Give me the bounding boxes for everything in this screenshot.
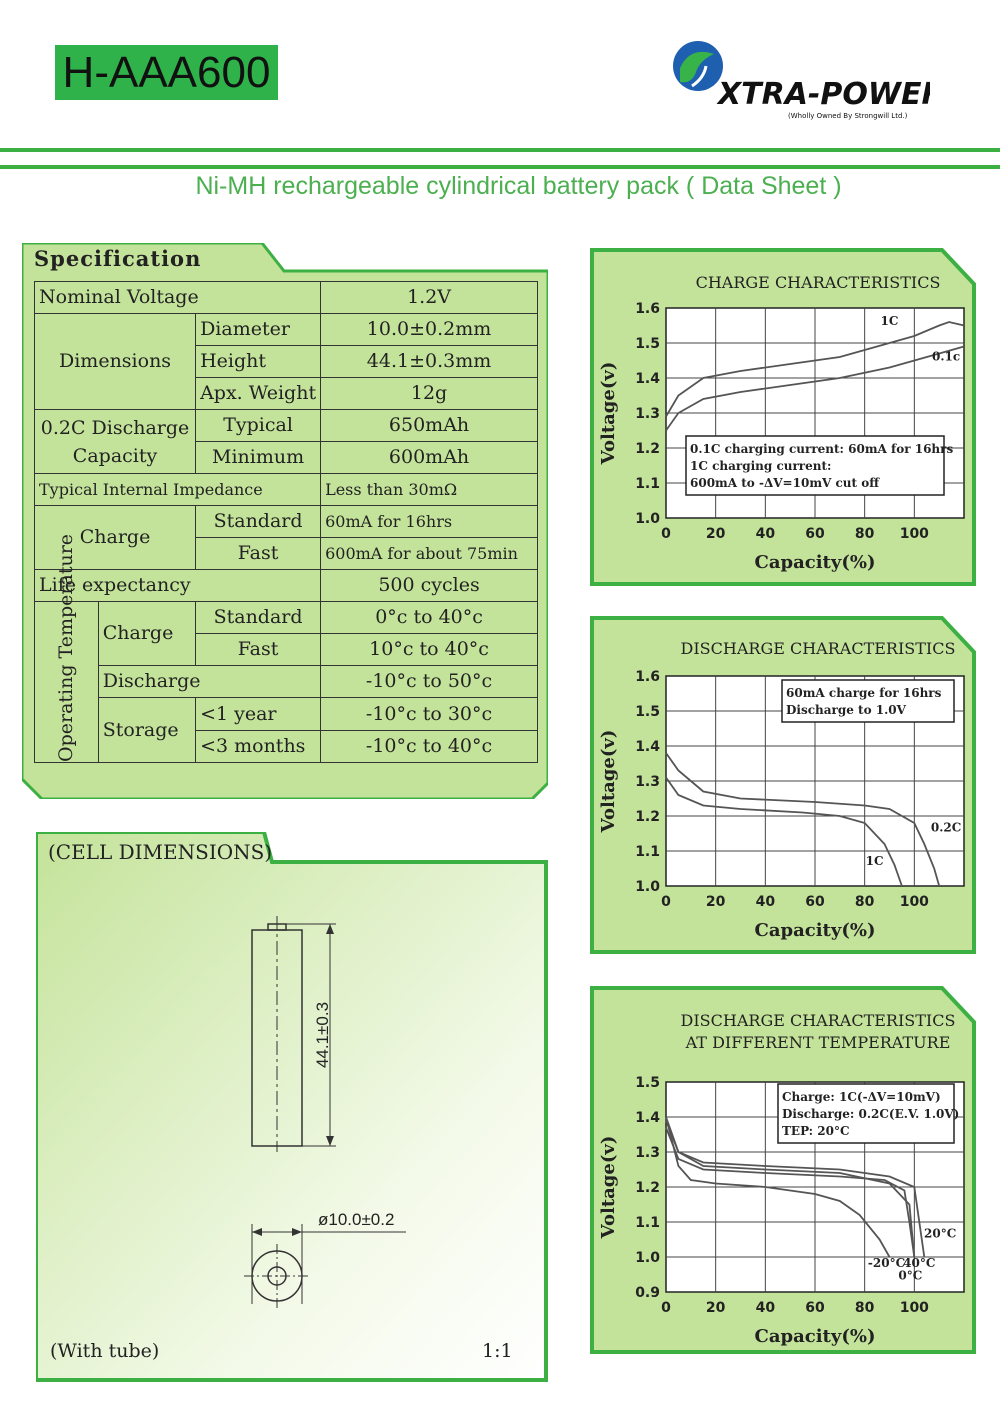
spec-label: Life expectancy (35, 570, 321, 602)
note-text: Discharge to 1.0V (786, 703, 906, 717)
x-axis-label: Capacity(%) (754, 1326, 876, 1347)
x-tick-label: 100 (899, 894, 929, 910)
x-tick-label: 0 (661, 894, 671, 910)
xtra-power-logo-icon (670, 38, 930, 128)
x-tick-label: 100 (899, 526, 929, 542)
y-tick-label: 1.4 (635, 1110, 660, 1126)
spec-table (34, 281, 538, 763)
y-tick-label: 1.2 (635, 1180, 660, 1196)
spec-label: Charge (98, 602, 195, 666)
series-label: 20°C (924, 1226, 957, 1241)
chart-title: DISCHARGE CHARACTERISTICS (680, 1011, 956, 1030)
y-axis-label: Voltage(v) (598, 361, 619, 465)
x-tick-label: 0 (661, 1300, 671, 1316)
chart-subtitle: AT DIFFERENT TEMPERATURE (685, 1033, 951, 1052)
spec-value: 1.2V (321, 282, 538, 314)
y-tick-label: 1.6 (635, 301, 660, 317)
x-tick-label: 40 (755, 894, 776, 910)
spec-label: Standard (196, 506, 321, 538)
spec-label: Charge (35, 506, 196, 570)
temperature-discharge-chart (590, 986, 978, 1356)
y-tick-label: 1.5 (635, 704, 660, 720)
charge-chart (590, 248, 978, 588)
spec-label: Fast (196, 538, 321, 570)
divider-line (0, 165, 1000, 169)
spec-value: 60mA for 16hrs (321, 506, 538, 538)
cell-panel (36, 832, 548, 1382)
spec-value: -10°c to 40°c (321, 731, 538, 763)
chart-title: DISCHARGE CHARACTERISTICS (680, 639, 956, 658)
series-label: 40°C (903, 1255, 936, 1270)
note-text: TEP: 20°C (782, 1124, 850, 1138)
y-tick-label: 0.9 (635, 1285, 660, 1301)
spec-label: Apx. Weight (196, 378, 321, 410)
spec-value: 650mAh (321, 410, 538, 442)
note-text: 1C charging current: (690, 459, 832, 473)
y-axis-label: Voltage(v) (598, 1135, 619, 1239)
note-text: 60mA charge for 16hrs (786, 686, 942, 700)
spec-label: Storage (98, 698, 195, 763)
spec-label: Typical (196, 410, 321, 442)
x-axis-label: Capacity(%) (754, 920, 876, 941)
x-tick-label: 60 (805, 526, 825, 542)
x-tick-label: 80 (854, 1300, 875, 1316)
model-badge: H-AAA600 (55, 45, 278, 100)
note-text: 0.1C charging current: 60mA for 16hrs (690, 442, 954, 456)
spec-value: 44.1±0.3mm (321, 346, 538, 378)
brand-name: XTRA-POWER (718, 77, 930, 112)
spec-label: Height (196, 346, 321, 378)
spec-value: 0°c to 40°c (321, 602, 538, 634)
note-text: Charge: 1C(-ΔV=10mV) (782, 1090, 941, 1104)
spec-label: Typical Internal Impedance (35, 474, 321, 506)
with-tube-label: (With tube) (50, 1340, 160, 1362)
spec-label: Standard (196, 602, 321, 634)
x-tick-label: 40 (755, 526, 776, 542)
y-axis-label: Voltage(v) (598, 729, 619, 833)
x-tick-label: 0 (661, 526, 671, 542)
y-tick-label: 1.4 (635, 739, 660, 755)
op-temp-cell (35, 533, 99, 763)
brand-logo (670, 38, 930, 128)
series-label: 0.2C (930, 820, 962, 835)
y-tick-label: 1.1 (635, 844, 660, 860)
discharge-chart (590, 616, 978, 956)
y-tick-label: 1.3 (635, 406, 660, 422)
y-tick-label: 1.1 (635, 1215, 660, 1231)
spec-value: -10°c to 50°c (321, 666, 538, 698)
y-tick-label: 1.3 (635, 774, 660, 790)
x-tick-label: 80 (854, 526, 875, 542)
spec-label: Dimensions (35, 314, 196, 410)
series-label: 1C (880, 313, 899, 328)
scale-label: 1:1 (482, 1340, 513, 1362)
y-tick-label: 1.4 (635, 371, 660, 387)
spec-label: <1 year (196, 698, 321, 731)
spec-label: 0.2C Discharge Capacity (35, 410, 196, 474)
spec-label: Nominal Voltage (35, 282, 321, 314)
y-tick-label: 1.2 (635, 441, 660, 457)
spec-label: Discharge (98, 666, 320, 698)
spec-label: <3 months (196, 731, 321, 763)
x-tick-label: 80 (854, 894, 875, 910)
y-tick-label: 1.5 (635, 1075, 660, 1091)
x-tick-label: 20 (705, 1300, 726, 1316)
x-tick-label: 100 (899, 1300, 929, 1316)
spec-value: 10°c to 40°c (321, 634, 538, 666)
series-label: 0.1c (932, 349, 961, 364)
x-tick-label: 20 (705, 526, 726, 542)
note-text: Discharge: 0.2C(E.V. 1.0V) (782, 1107, 960, 1121)
y-tick-label: 1.0 (635, 879, 660, 895)
brand-sub: (Wholly Owned By Strongwill Ltd.) (788, 112, 908, 120)
x-tick-label: 20 (705, 894, 726, 910)
divider-line (0, 148, 1000, 152)
spec-title: Specification (34, 246, 202, 271)
page-subtitle: Ni-MH rechargeable cylindrical battery pack ( Data Sheet ) (195, 172, 842, 200)
y-tick-label: 1.2 (635, 809, 660, 825)
spec-value: Less than 30mΩ (321, 474, 538, 506)
diameter-dimension: ø10.0±0.2 (318, 1210, 395, 1229)
x-tick-label: 60 (805, 894, 825, 910)
y-tick-label: 1.0 (635, 1250, 660, 1266)
spec-value: 12g (321, 378, 538, 410)
spec-value: -10°c to 30°c (321, 698, 538, 731)
spec-label: Fast (196, 634, 321, 666)
spec-value: 600mAh (321, 442, 538, 474)
cell-title: (CELL DIMENSIONS) (48, 840, 273, 864)
chart-title: CHARGE CHARACTERISTICS (695, 273, 941, 292)
series-label: 0°C (898, 1268, 923, 1283)
spec-label: Diameter (196, 314, 321, 346)
y-tick-label: 1.6 (635, 669, 660, 685)
note-text: 600mA to -ΔV=10mV cut off (690, 476, 880, 490)
height-dimension: 44.1±0.3 (313, 1001, 332, 1069)
x-tick-label: 60 (805, 1300, 825, 1316)
y-tick-label: 1.3 (635, 1145, 660, 1161)
spec-label: Minimum (196, 442, 321, 474)
x-tick-label: 40 (755, 1300, 776, 1316)
spec-value: 500 cycles (321, 570, 538, 602)
spec-value: 10.0±0.2mm (321, 314, 538, 346)
y-tick-label: 1.0 (635, 511, 660, 527)
spec-value: 600mA for about 75min (321, 538, 538, 570)
series-label: -20°C (867, 1255, 906, 1270)
spec-label: Operating Temperature (55, 533, 78, 762)
x-axis-label: Capacity(%) (754, 552, 876, 573)
y-tick-label: 1.1 (635, 476, 660, 492)
y-tick-label: 1.5 (635, 336, 660, 352)
series-label: 1C (865, 854, 884, 868)
